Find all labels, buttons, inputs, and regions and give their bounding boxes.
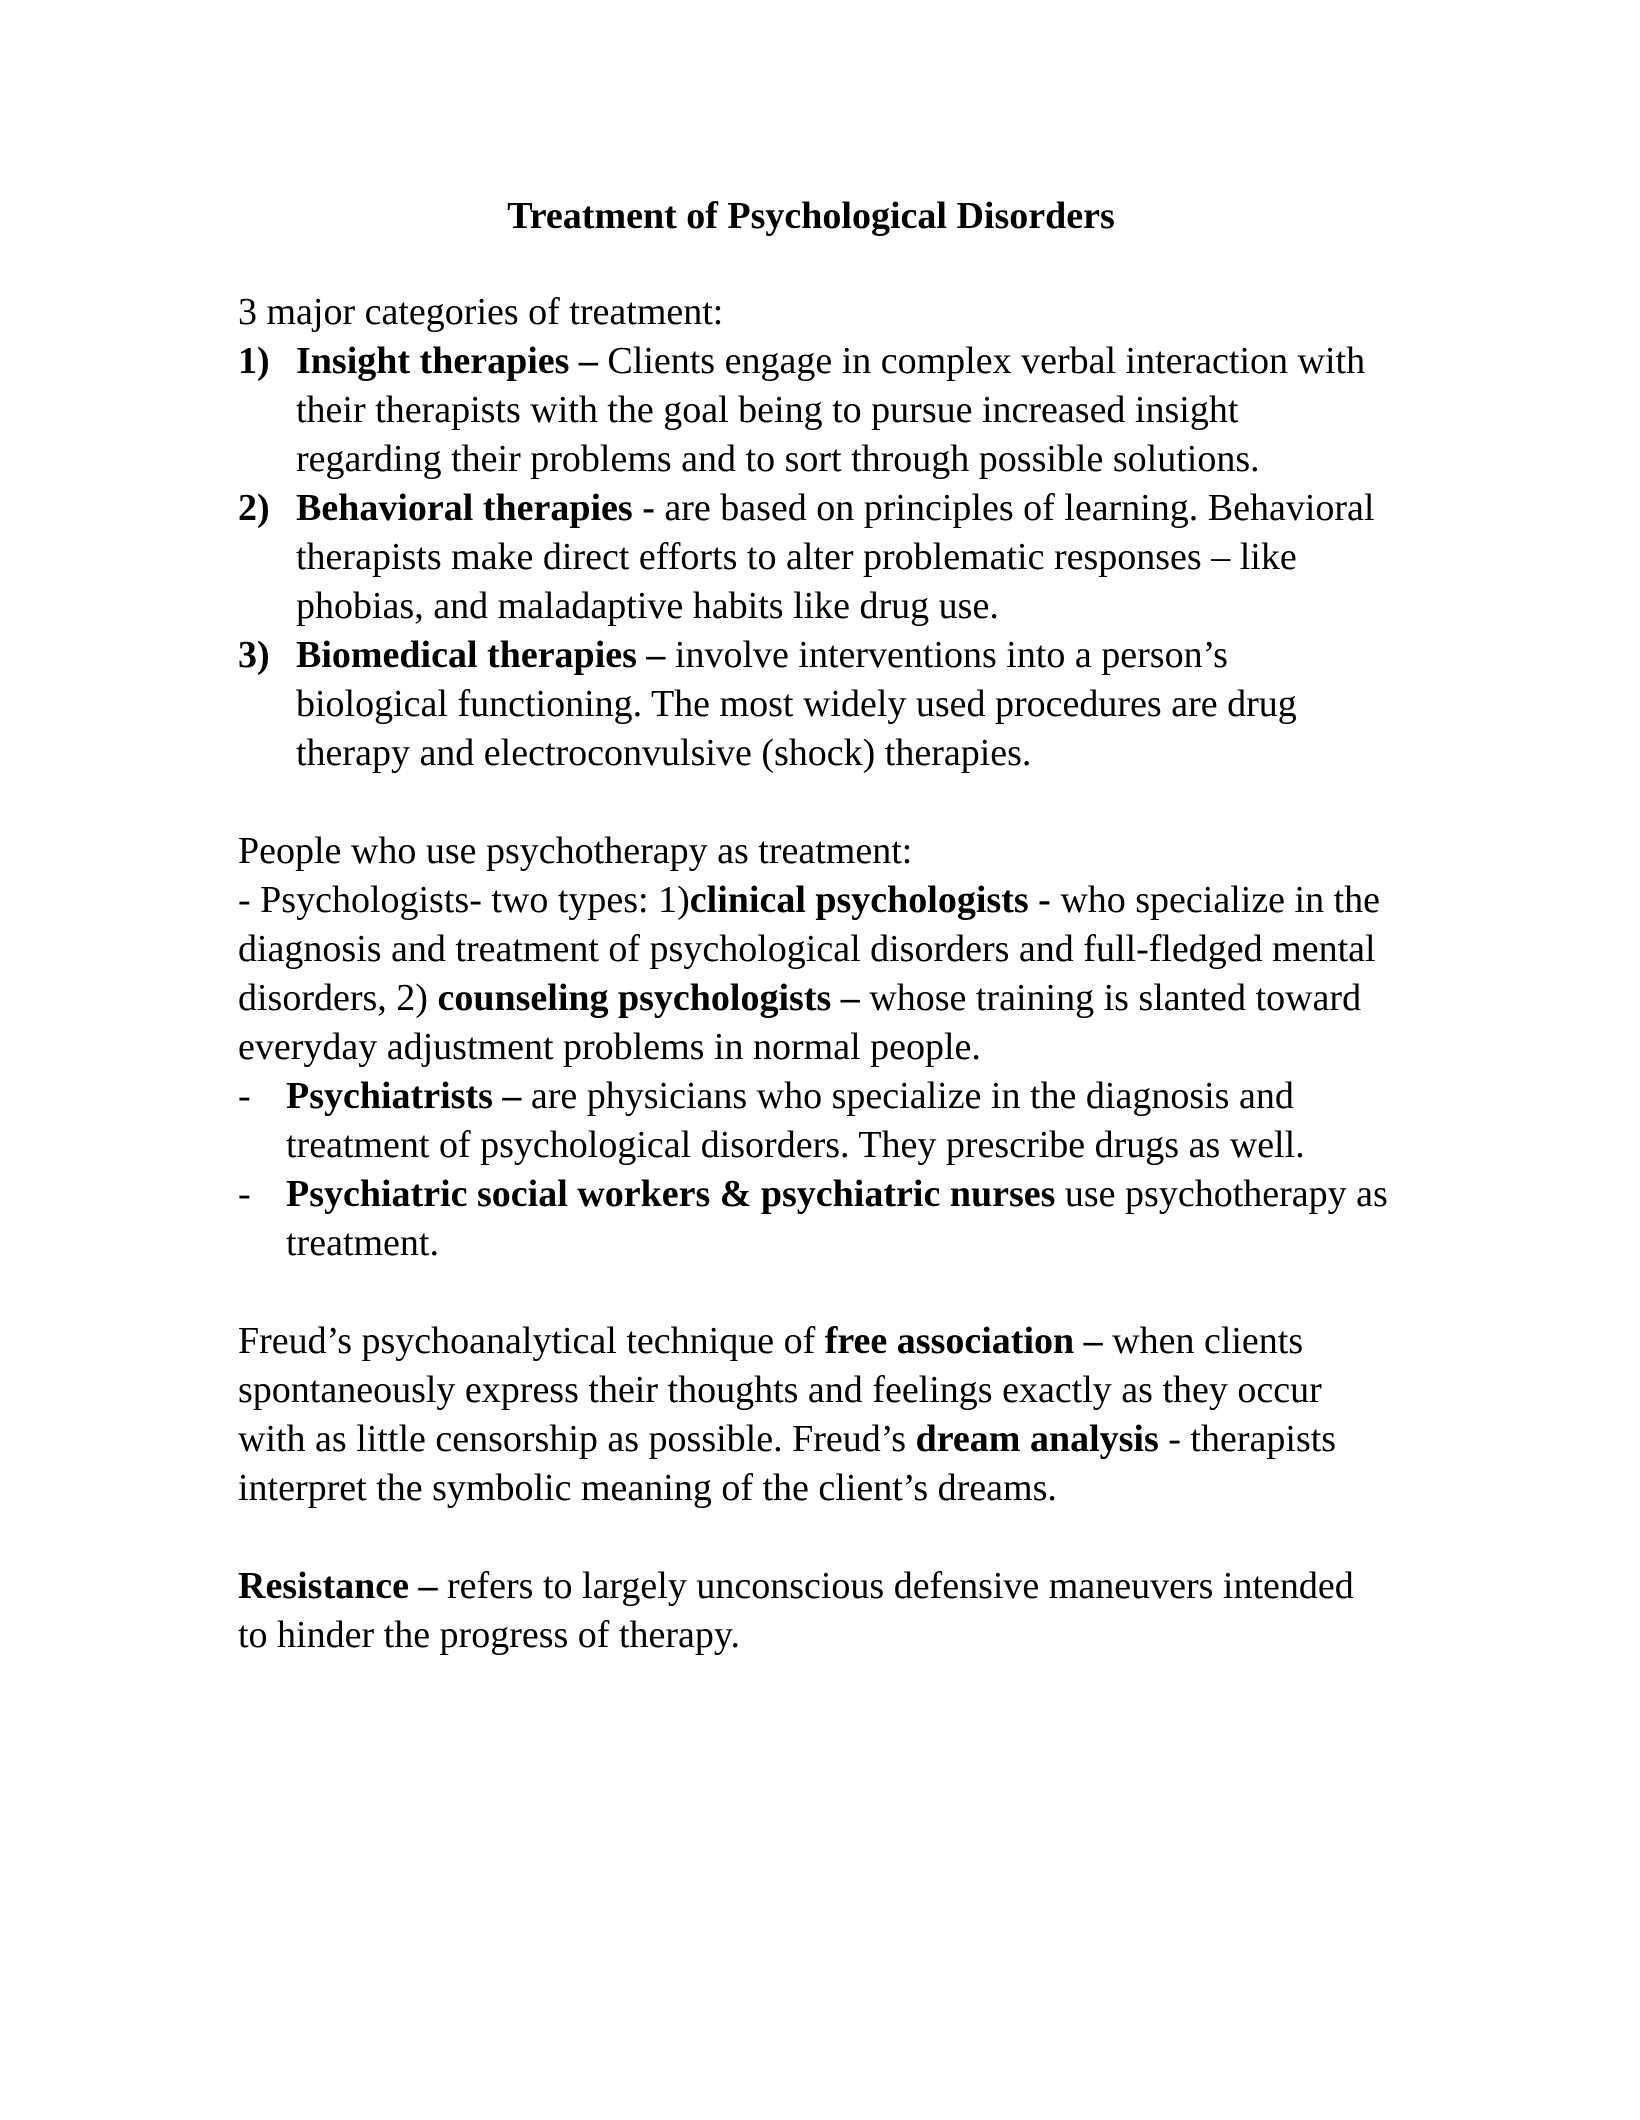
- practitioner-description: are physicians who specialize in the diagnosis and treatment of psychological disorders. They prescribe drugs as well.: [286, 1075, 1305, 1166]
- clinical-psychologists-description: who specialize in the diagnosis and treatment of psychological disorders and full-fledged mental disorders, 2): [238, 879, 1381, 1019]
- resistance-paragraph: [238, 1562, 1388, 1660]
- clinical-psychologists-term: clinical psychologists -: [689, 879, 1051, 921]
- list-dash: -: [238, 1173, 251, 1215]
- document-body: [238, 192, 1388, 1660]
- list-number: 1): [238, 340, 270, 382]
- psychologists-paragraph: [238, 876, 1388, 1072]
- resistance-term: Resistance –: [238, 1565, 438, 1607]
- treatment-categories-list: [238, 337, 1388, 778]
- counseling-psychologists-term: counseling psychologists –: [437, 977, 860, 1019]
- freud-text-3: - therapists interpret the symbolic meaning of the client’s dreams.: [238, 1418, 1337, 1509]
- category-description: involve interventions into a person’s biological functioning. The most widely used procedures are drug therapy and electroconvulsive (shock) therapies.: [296, 634, 1297, 774]
- practitioner-term: Psychiatrists –: [286, 1075, 522, 1117]
- psychologists-lead: - Psychologists- two types: 1): [238, 879, 690, 921]
- category-description: Clients engage in complex verbal interaction with their therapists with the goal being to pursue increased insight regarding their problems and to sort through possible solutions.: [296, 340, 1366, 480]
- paragraph-gap: [238, 778, 1388, 827]
- paragraph-gap: [238, 1513, 1388, 1562]
- freud-text-2: when clients spontaneously express their thoughts and feelings exactly as they occur with as little censorship as possible. Freud’s: [238, 1320, 1322, 1460]
- list-dash: -: [238, 1075, 251, 1117]
- list-number: 3): [238, 634, 270, 676]
- list-item: [238, 337, 1388, 484]
- freud-paragraph: [238, 1317, 1388, 1513]
- dream-analysis-term: dream analysis: [915, 1418, 1159, 1460]
- category-term: Insight therapies –: [296, 340, 598, 382]
- resistance-description: refers to largely unconscious defensive maneuvers intended to hinder the progress of therapy.: [238, 1565, 1354, 1656]
- counseling-psychologists-description: whose training is slanted toward everyday adjustment problems in normal people.: [238, 977, 1362, 1068]
- freud-text-1: Freud’s psychoanalytical technique of: [238, 1320, 825, 1362]
- list-number: 2): [238, 487, 270, 529]
- category-description: are based on principles of learning. Behavioral therapists make direct efforts to alter problematic responses – like phobias, and maladaptive habits like drug use.: [296, 487, 1375, 627]
- practitioners-list: [238, 1072, 1388, 1268]
- practitioners-heading: People who use psychotherapy as treatment:: [238, 830, 913, 872]
- list-item: [238, 631, 1388, 778]
- practitioner-description: use psychotherapy as treatment.: [286, 1173, 1388, 1264]
- list-item: [238, 1170, 1388, 1268]
- page-title: Treatment of Psychological Disorders: [507, 195, 1115, 237]
- list-item: [238, 1072, 1388, 1170]
- paragraph-gap: [238, 1268, 1388, 1317]
- category-term: Behavioral therapies -: [296, 487, 655, 529]
- category-term: Biomedical therapies –: [296, 634, 666, 676]
- free-association-term: free association –: [824, 1320, 1103, 1362]
- categories-intro: 3 major categories of treatment:: [238, 291, 724, 333]
- practitioner-term: Psychiatric social workers & psychiatric nurses: [286, 1173, 1056, 1215]
- list-item: [238, 484, 1388, 631]
